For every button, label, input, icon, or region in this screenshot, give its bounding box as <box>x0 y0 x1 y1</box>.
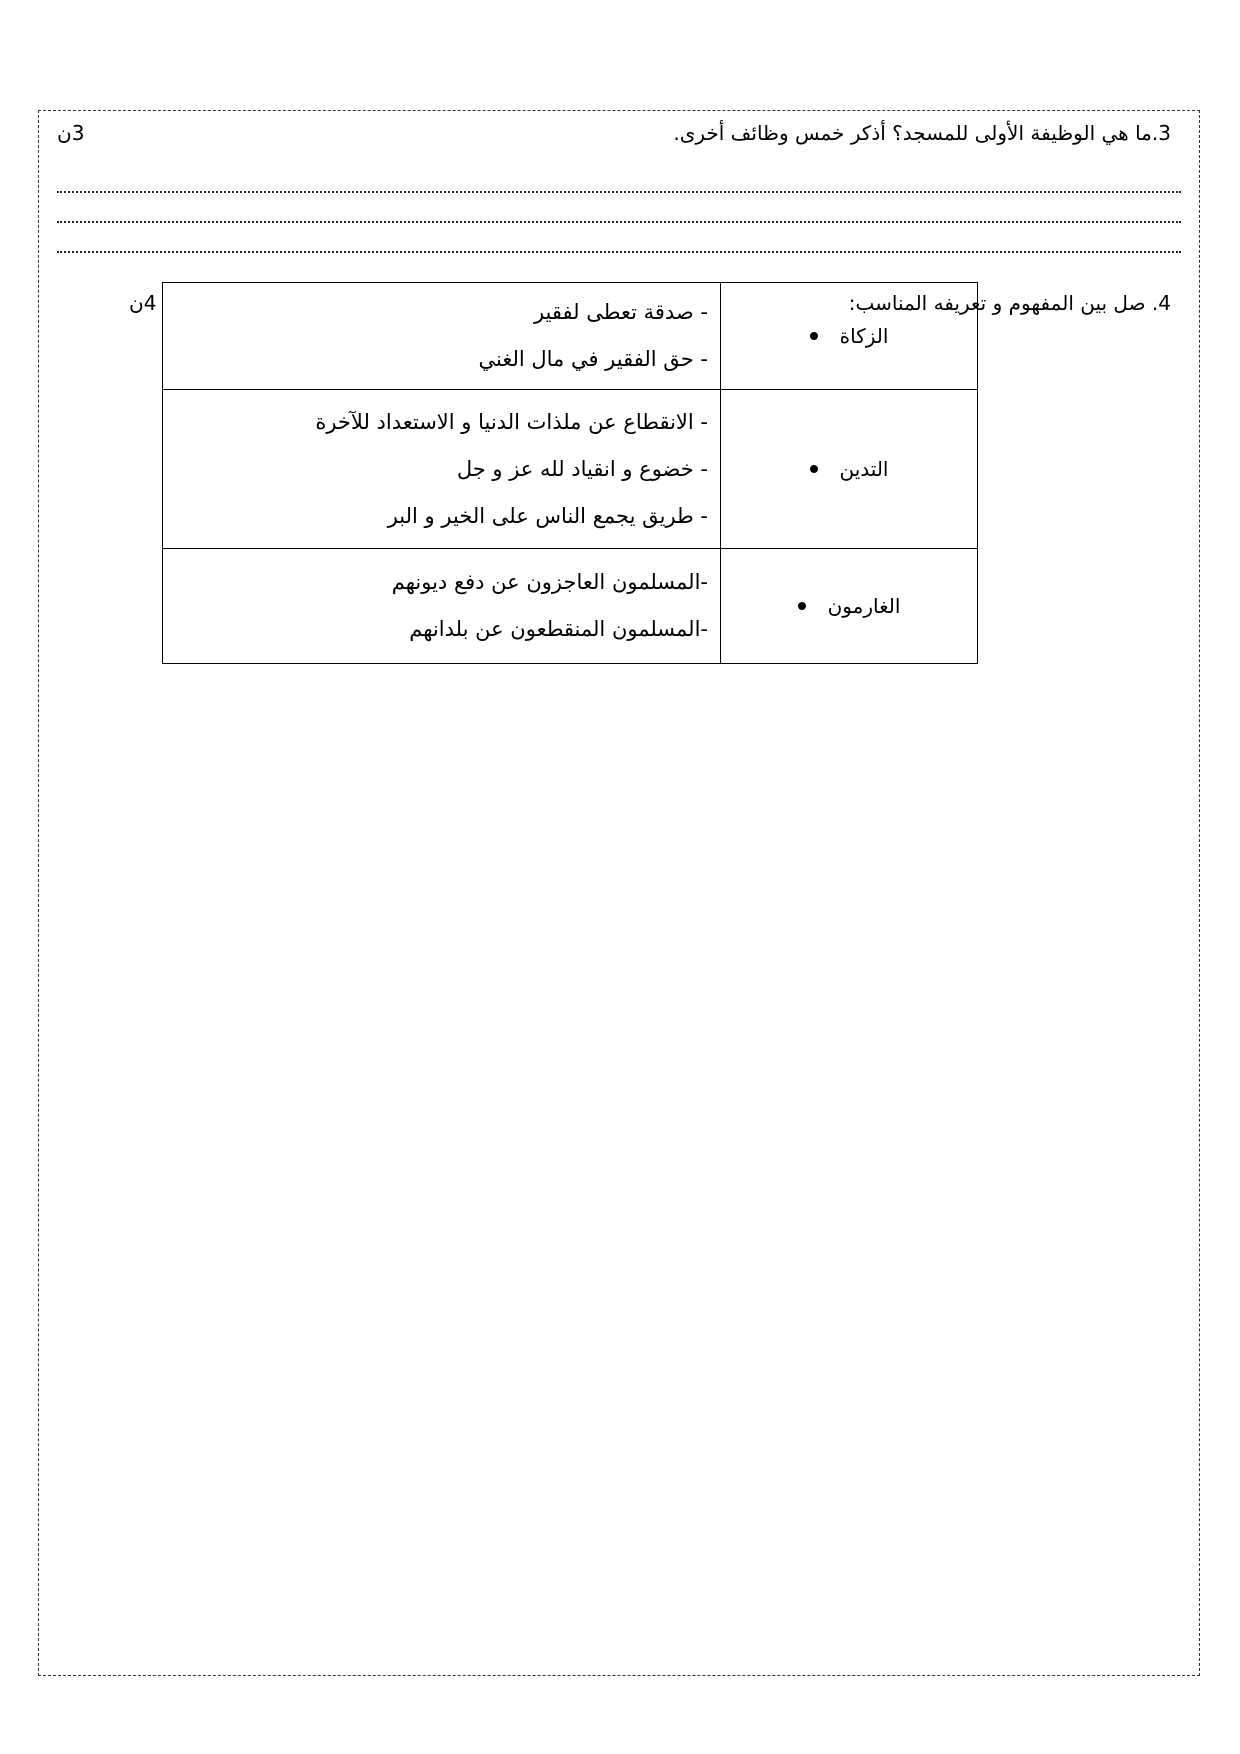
table-row <box>163 283 978 390</box>
definition-item[interactable]: - طريق يجمع الناس على الخير و البر <box>387 503 708 528</box>
concept-cell <box>721 283 978 390</box>
concept-label: الزكاة <box>839 324 889 348</box>
definition-item[interactable]: - صدقة تعطى لفقير <box>533 300 708 324</box>
question-3-points: 3ن <box>57 121 85 145</box>
bullet-icon[interactable] <box>810 465 818 473</box>
concept-cell <box>721 390 978 549</box>
definition-item[interactable]: - خضوع و انقياد لله عز و جل <box>456 456 708 481</box>
question-3-text: 3.ما هي الوظيفة الأولى للمسجد؟ أذكر خمس وظائف أخرى. <box>673 121 1171 145</box>
concept-label: التدين <box>839 457 889 481</box>
definitions-cell <box>163 390 721 549</box>
bullet-icon[interactable] <box>810 332 818 340</box>
answer-line[interactable] <box>57 251 1181 253</box>
answer-line[interactable] <box>57 191 1181 193</box>
answer-line[interactable] <box>57 221 1181 223</box>
matching-table <box>162 282 978 664</box>
concept-cell <box>721 549 978 664</box>
definition-item[interactable]: - حق الفقير في مال الغني <box>478 347 708 371</box>
table-row <box>163 549 978 664</box>
table-row <box>163 390 978 549</box>
bullet-icon[interactable] <box>798 602 806 610</box>
definition-item[interactable]: -المسلمون العاجزون عن دفع ديونهم <box>391 570 708 594</box>
definition-item[interactable]: - الانقطاع عن ملذات الدنيا و الاستعداد للآخرة <box>315 409 708 434</box>
concept-label: الغارمون <box>827 594 901 618</box>
question-4-text: 4. صل بين المفهوم و تعريفه المناسب: <box>848 291 1171 315</box>
definitions-cell <box>163 283 721 390</box>
definitions-cell <box>163 549 721 664</box>
question-4-points: 4ن <box>129 291 157 315</box>
definition-item[interactable]: -المسلمون المنقطعون عن بلدانهم <box>409 617 708 641</box>
